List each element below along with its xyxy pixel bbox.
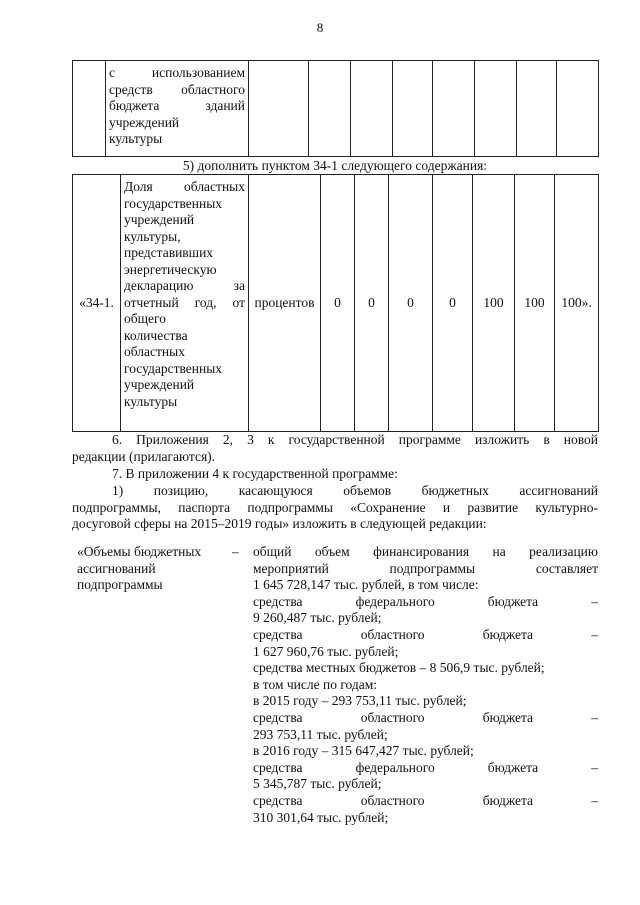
value-cell	[351, 61, 393, 157]
funding-line: 5 345,787 тыс. рублей;	[253, 776, 382, 792]
value-cell: 0	[433, 175, 473, 432]
value-cell	[475, 61, 517, 157]
desc-line: бюджета зданий	[109, 98, 245, 113]
value-cell: 100	[473, 175, 515, 432]
funding-line: средства областного бюджета –	[253, 709, 598, 725]
desc-line: государственных	[124, 360, 223, 376]
value-cell: 0	[321, 175, 355, 432]
desc-line: учреждений	[124, 212, 195, 227]
funding-line: общий объем финансирования на реализацию	[253, 544, 598, 559]
table-row	[73, 61, 599, 157]
value-cell	[557, 61, 599, 157]
desc-line: энергетическую	[124, 261, 217, 277]
funding-line: в том числе по годам:	[253, 676, 378, 692]
funding-line: 293 753,11 тыс. рублей;	[253, 726, 388, 742]
desc-line: культуры	[124, 393, 178, 409]
funding-line: средства федерального бюджета –	[253, 593, 598, 609]
paragraph-line: 6. Приложения 2, 3 к государственной программе изложить в новой	[112, 432, 598, 447]
value-cell	[433, 61, 475, 157]
paragraph-line: редакции (прилагаются).	[72, 448, 216, 464]
value-cell	[517, 61, 557, 157]
table-continuation	[72, 60, 599, 157]
paragraph-line: 7. В приложении 4 к государственной программе:	[112, 466, 398, 481]
funding-line: в 2016 году – 315 647,427 тыс. рублей;	[253, 743, 474, 759]
paragraph-line: подпрограммы, паспорта подпрограммы «Сохранение и развитие культурно-	[72, 499, 598, 515]
label-line: «Объемы бюджетных	[77, 544, 202, 559]
label-line: подпрограммы	[77, 577, 163, 592]
desc-line: Доля областных	[124, 179, 245, 194]
desc-line: декларацию за	[124, 278, 245, 293]
paragraph-line: 1) позицию, касающуюся объемов бюджетных ассигнований	[112, 483, 598, 498]
funding-line: средства местных бюджетов – 8 506,9 тыс. рублей;	[253, 660, 545, 676]
funding-line: 1 645 728,147 тыс. рублей, в том числе:	[253, 577, 479, 593]
table-new-row	[72, 174, 599, 432]
value-cell: 0	[389, 175, 433, 432]
value-cell: 100».	[555, 175, 599, 432]
desc-line: государственных	[124, 195, 223, 211]
desc-line: количества	[124, 327, 188, 343]
desc-line: представивших	[124, 245, 214, 260]
item-7-1-paragraph	[72, 483, 598, 533]
desc-line: учреждений	[124, 377, 195, 392]
desc-line: средств областного	[109, 81, 245, 97]
funding-line: средства областного бюджета –	[253, 792, 598, 808]
table-row	[73, 175, 599, 432]
number-cell: «34-1.	[73, 175, 121, 432]
label-line: ассигнований	[77, 560, 156, 576]
value-cell: 0	[355, 175, 389, 432]
number-cell	[73, 61, 106, 157]
desc-line: областных	[124, 344, 185, 359]
value-cell	[309, 61, 351, 157]
value-cell: 100	[515, 175, 555, 432]
unit-cell: процентов	[249, 175, 321, 432]
funding-details	[253, 544, 598, 826]
label-dash: –	[232, 544, 239, 559]
desc-line: общего	[124, 311, 166, 326]
funding-line: средства областного бюджета –	[253, 626, 598, 642]
item-6-paragraph	[72, 432, 598, 465]
paragraph-line: досуговой сферы на 2015–2019 годы» изложить в следующей редакции:	[72, 516, 487, 531]
desc-line: культуры	[109, 131, 163, 146]
item-7-paragraph	[72, 466, 598, 483]
unit-cell	[249, 61, 309, 157]
desc-line: с использованием	[109, 65, 245, 80]
funding-line: в 2015 году – 293 753,11 тыс. рублей;	[253, 693, 467, 709]
funding-line: 310 301,64 тыс. рублей;	[253, 809, 389, 825]
funding-label	[77, 544, 237, 594]
description-cell	[106, 61, 249, 157]
value-cell	[393, 61, 433, 157]
item-5-text: 5) дополнить пунктом 34-1 следующего содержания:	[182, 158, 488, 173]
description-cell	[121, 175, 249, 432]
funding-line: средства федерального бюджета –	[253, 759, 598, 775]
funding-line: 1 627 960,76 тыс. рублей;	[253, 643, 399, 659]
desc-line: отчетный год, от	[124, 294, 245, 310]
desc-line: учреждений	[109, 114, 180, 130]
page-number: 8	[316, 20, 324, 35]
desc-line: культуры,	[124, 228, 181, 244]
funding-line: мероприятий подпрограммы составляет	[253, 560, 598, 576]
funding-line: 9 260,487 тыс. рублей;	[253, 610, 382, 626]
